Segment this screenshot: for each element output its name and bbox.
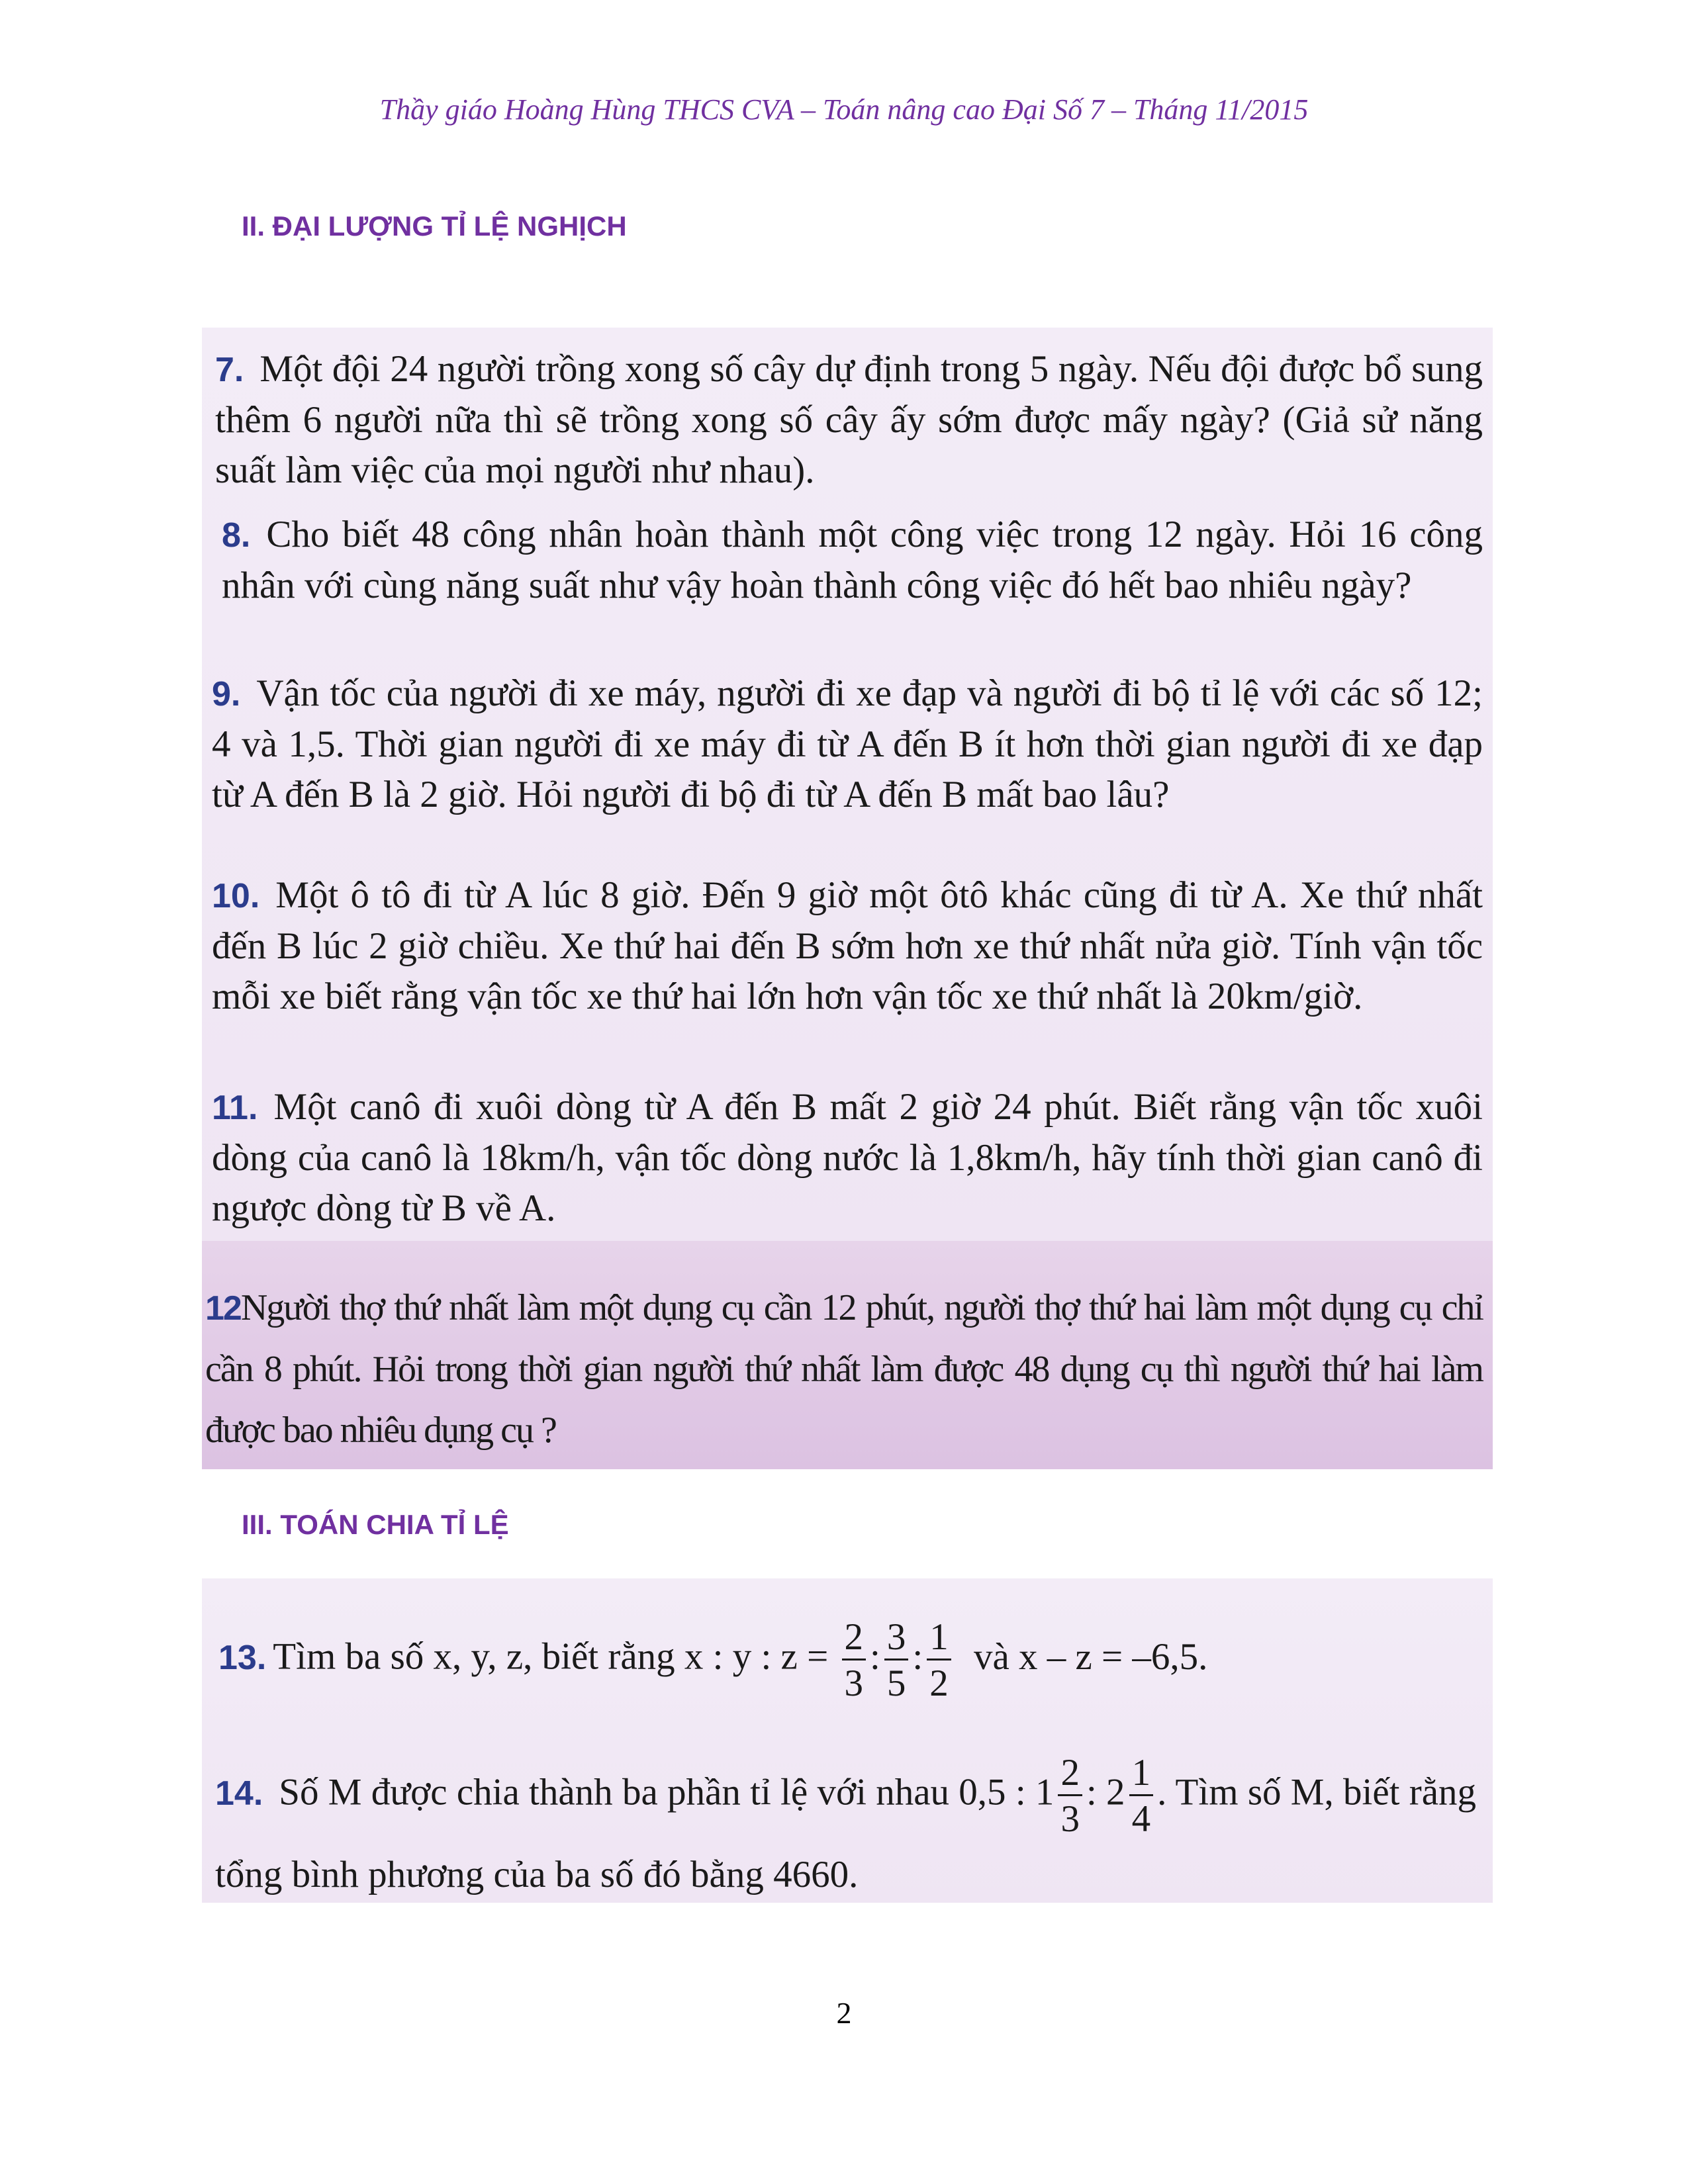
problem-number: 11.: [212, 1089, 258, 1127]
problem-8: [222, 510, 1483, 611]
page-header: Thầy giáo Hoàng Hùng THCS CVA – Toán nâng cao Đại Số 7 – Tháng 11/2015: [379, 93, 1309, 126]
problem-text: và x – z = –6,5.: [973, 1635, 1208, 1678]
problem-text: Vận tốc của người đi xe máy, người đi xe đạp và người đi bộ tỉ lệ với các số 12; 4 và 1,5. Thời gian người đi xe máy đi từ A đến B ít hơn thời gian người đi xe đạp từ A đến B là 2 giờ. Hỏi người đi bộ đi từ A đến B mất bao lâu?: [212, 672, 1483, 815]
problem-13: 13. Tìm ba số x, y, z, biết rằng x : y : z = $\frac{2}{3}$ : $\frac{3}{5}$ : $\frac{1}{2}$ và x – z = –6,5.: [218, 1616, 1208, 1704]
problem-text: Tìm ba số x, y, z, biết rằng x : y : z =: [273, 1635, 829, 1678]
problem-text: Một canô đi xuôi dòng từ A đến B mất 2 giờ 24 phút. Biết rằng vận tốc xuôi dòng của canô là 18km/h, vận tốc dòng nước là 1,8km/h, hãy tính thời gian canô đi ngược dòng từ B về A.: [212, 1086, 1483, 1229]
fraction: $\frac{1}{4}$: [1129, 1754, 1154, 1838]
problem-number: 12: [205, 1289, 241, 1328]
problem-number: 14.: [215, 1774, 263, 1813]
problem-text: Người thợ thứ nhất làm một dụng cụ cần 12 phút, người thợ thứ hai làm một dụng cụ chỉ cần 8 phút. Hỏi trong thời gian người thứ nhất làm được 48 dụng cụ thì người thứ hai làm được bao nhiêu dụng cụ ?: [205, 1287, 1483, 1451]
fraction: $\frac{3}{5}$: [884, 1618, 909, 1702]
problem-text: Một ô tô đi từ A lúc 8 giờ. Đến 9 giờ một ôtô khác cũng đi từ A. Xe thứ nhất đến B lúc 2 giờ chiều. Xe thứ hai đến B sớm hơn xe thứ nhất nửa giờ. Tính vận tốc mỗi xe biết rằng vận tốc xe thứ hai lớn hơn vận tốc xe thứ nhất là 20km/giờ.: [212, 874, 1483, 1017]
problem-text: . Tìm số M, biết rằng tổng bình phương của ba số đó bằng 4660.: [215, 1771, 1477, 1895]
fraction: $\frac{2}{3}$: [1058, 1754, 1082, 1838]
problem-7: [215, 344, 1483, 496]
problem-10: [212, 870, 1483, 1022]
problem-text: Số M được chia thành ba phần tỉ lệ với nhau 0,5 : 1: [279, 1771, 1055, 1813]
problem-12: [205, 1277, 1483, 1461]
problem-11: [212, 1082, 1483, 1234]
section-title-proportional-division: III. TOÁN CHIA TỈ LỆ: [242, 1509, 509, 1540]
section-title-inverse-proportion: II. ĐẠI LƯỢNG TỈ LỆ NGHỊCH: [242, 210, 627, 242]
problem-9: [212, 668, 1483, 820]
problem-14: 14. Số M được chia thành ba phần tỉ lệ với nhau 0,5 : 1 $\frac{2}{3}$ : 2 $\frac{1}{4}$ . Tìm số M, biết rằng tổng bình phương của ba số đó bằng 4660.: [215, 1752, 1477, 1895]
fraction: $\frac{1}{2}$: [927, 1618, 951, 1702]
problem-number: 7.: [215, 351, 244, 389]
fraction: $\frac{2}{3}$: [842, 1618, 867, 1702]
problem-number: 8.: [222, 516, 251, 555]
problem-number: 10.: [212, 877, 260, 915]
problem-number: 9.: [212, 675, 241, 713]
problem-number: 13.: [218, 1638, 267, 1677]
problem-text: Một đội 24 người trồng xong số cây dự định trong 5 ngày. Nếu đội được bổ sung thêm 6 người nữa thì sẽ trồng xong số cây ấy sớm được mấy ngày? (Giả sử năng suất làm việc của mọi người như nhau).: [215, 348, 1483, 491]
page-number: 2: [836, 1996, 852, 2030]
problem-text: Cho biết 48 công nhân hoàn thành một công việc trong 12 ngày. Hỏi 16 công nhân với cùng năng suất như vậy hoàn thành công việc đó hết bao nhiêu ngày?: [222, 514, 1483, 606]
